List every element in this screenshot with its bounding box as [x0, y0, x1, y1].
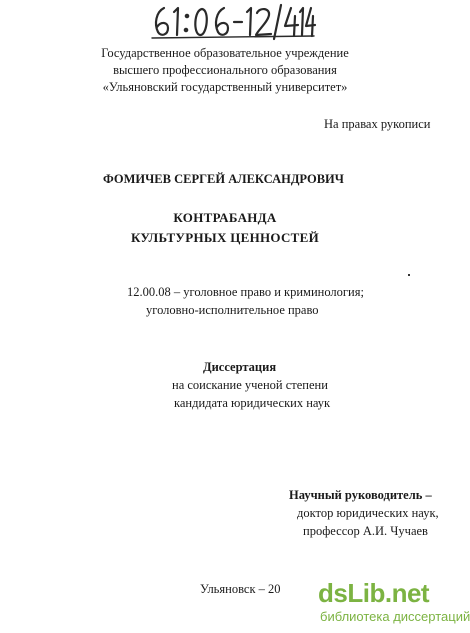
dslib-logo-main: dsLib	[318, 578, 385, 608]
specialty-line-2: уголовно-исполнительное право	[146, 303, 319, 317]
manuscript-note: На правах рукописи	[324, 117, 431, 131]
supervisor-line-1: доктор юридических наук,	[297, 506, 439, 520]
specialty-line-1: 12.00.08 – уголовное право и криминология;	[127, 285, 364, 299]
institution-line-3: «Ульяновский государственный университет»	[102, 80, 348, 94]
dissertation-line-2: кандидата юридических наук	[174, 396, 331, 410]
dslib-subtitle: библиотека диссертаций	[320, 609, 470, 624]
author-name: ФОМИЧЕВ СЕРГЕЙ АЛЕКСАНДРОВИЧ	[103, 172, 344, 186]
place-year: Ульяновск – 20	[200, 582, 281, 596]
handwritten-stamp	[150, 2, 315, 40]
dissertation-line-1: на соискание ученой степени	[172, 378, 328, 392]
institution-line-1: Государственное образовательное учреждение	[101, 46, 349, 60]
dslib-logo-tld: net	[391, 578, 430, 608]
dslib-logo-dot: .	[384, 578, 392, 608]
title-line-1: КОНТРАБАНДА	[173, 210, 277, 225]
supervisor-line-2: профессор А.И. Чучаев	[303, 524, 428, 538]
supervisor-heading: Научный руководитель –	[289, 488, 432, 502]
title-line-2: КУЛЬТУРНЫХ ЦЕННОСТЕЙ	[130, 230, 320, 245]
dslib-watermark	[318, 578, 470, 630]
institution-line-2: высшего профессионального образования	[113, 63, 337, 77]
dissertation-heading: Диссертация	[203, 360, 277, 374]
speck-mark	[408, 274, 410, 276]
dslib-logo	[318, 578, 429, 609]
